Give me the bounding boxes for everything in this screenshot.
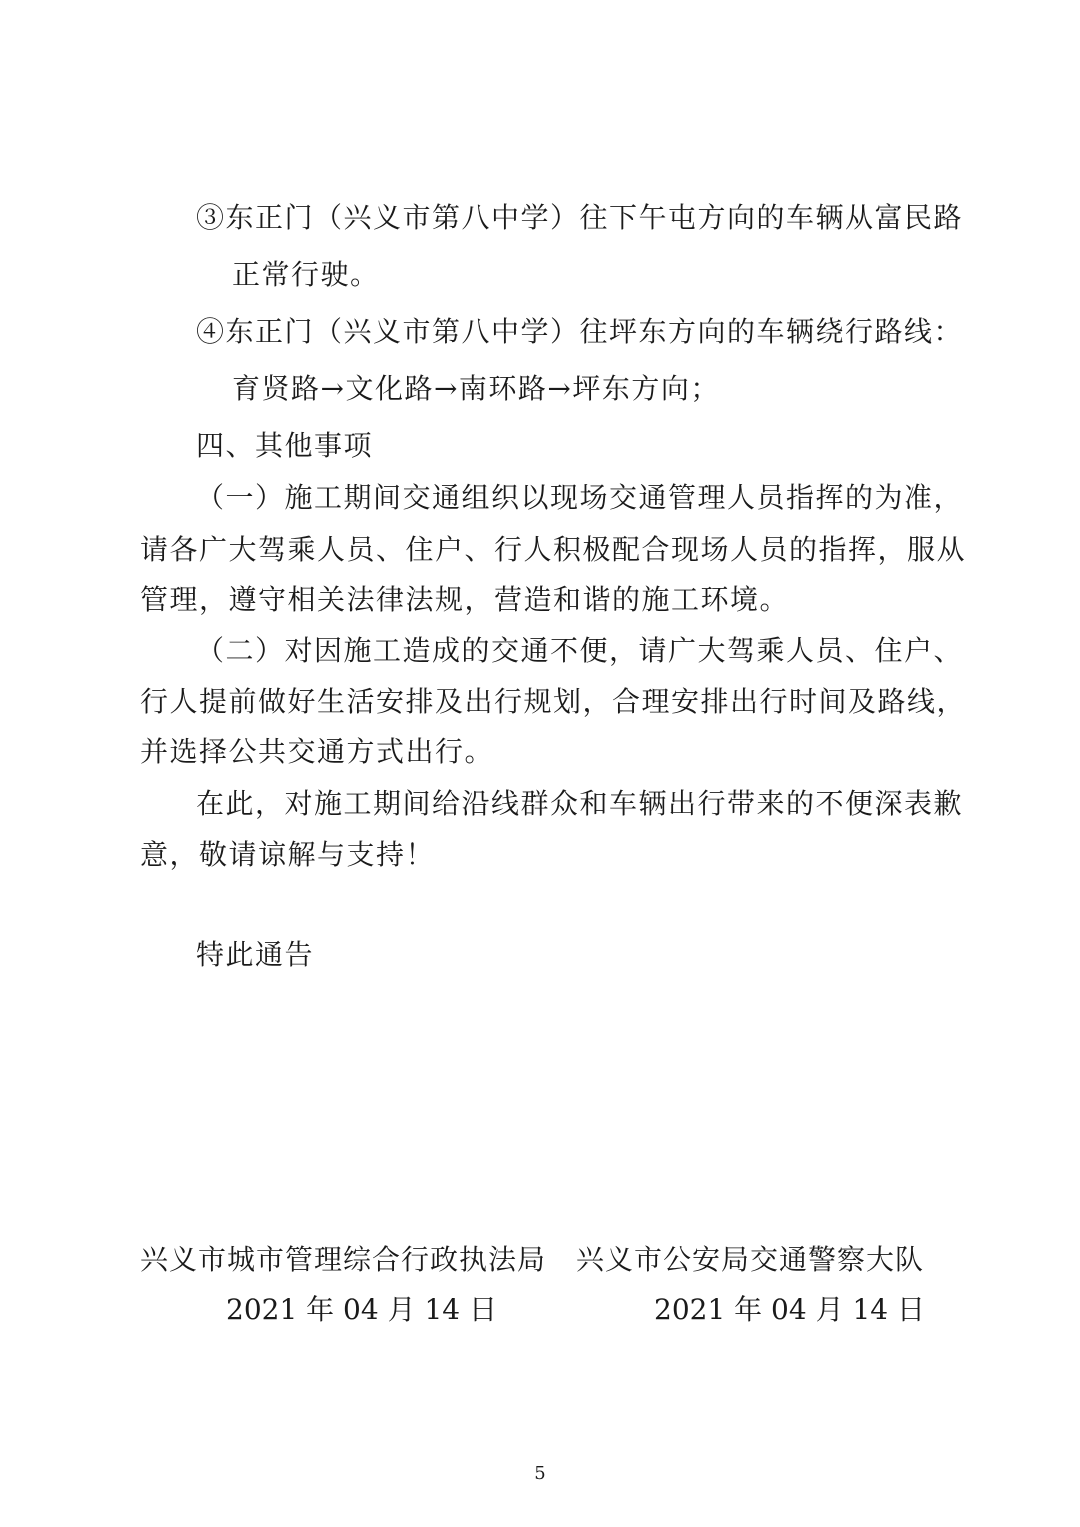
item-4-line-1: ④东正门（兴义市第八中学）往坪东方向的车辆绕行路线：: [196, 315, 964, 348]
signature-right-org: 兴义市公安局交通警察大队: [576, 1243, 925, 1276]
apology-line-1: 在此，对施工期间给沿线群众和车辆出行带来的不便深表歉: [196, 787, 964, 820]
section-4-heading: 四、其他事项: [196, 429, 374, 462]
para-1-line-2: 请各广大驾乘人员、住户、行人积极配合现场人员的指挥，服从: [140, 533, 967, 566]
closing-text: 特此通告: [196, 938, 315, 971]
para-2-line-3: 并选择公共交通方式出行。: [140, 735, 495, 768]
item-3-line-1: ③东正门（兴义市第八中学）往下午屯方向的车辆从富民路: [196, 201, 964, 234]
apology-line-2: 意，敬请谅解与支持！: [140, 838, 436, 871]
signature-right-date: 2021 年 04 月 14 日: [654, 1293, 926, 1326]
page-number: 5: [534, 1463, 546, 1484]
signature-left-date: 2021 年 04 月 14 日: [226, 1293, 498, 1326]
signature-left-org: 兴义市城市管理综合行政执法局: [140, 1243, 547, 1276]
item-3-line-2: 正常行驶。: [232, 258, 380, 291]
item-4-line-2: 育贤路→文化路→南环路→坪东方向；: [232, 372, 720, 405]
para-1-line-3: 管理，遵守相关法律法规，营造和谐的施工环境。: [140, 583, 790, 616]
para-1-line-1: （一）施工期间交通组织以现场交通管理人员指挥的为准，: [196, 481, 964, 514]
para-2-line-1: （二）对因施工造成的交通不便，请广大驾乘人员、住户、: [196, 634, 964, 667]
para-2-line-2: 行人提前做好生活安排及出行规划，合理安排出行时间及路线，: [140, 685, 967, 718]
